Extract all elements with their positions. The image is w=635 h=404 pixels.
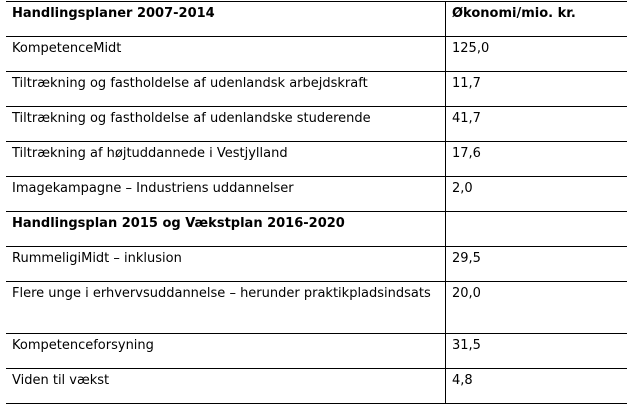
row-value: 125,0 [446, 37, 628, 72]
table-row [6, 369, 627, 404]
row-value: 11,7 [446, 72, 628, 107]
table-row [6, 107, 627, 142]
header-economy: Økonomi/mio. kr. [446, 2, 628, 37]
table-row [6, 247, 627, 282]
row-value: 41,7 [446, 107, 628, 142]
row-label: Tiltrækning og fastholdelse af udenlandsk arbejdskraft [6, 72, 446, 107]
row-label: Imagekampagne – Industriens uddannelser [6, 177, 446, 212]
table-row [6, 282, 627, 334]
table-row [6, 37, 627, 72]
row-label: KompetenceMidt [6, 37, 446, 72]
budget-table [6, 1, 627, 404]
table-row [6, 177, 627, 212]
table-header-row [6, 2, 627, 37]
row-value: 29,5 [446, 247, 628, 282]
section-header-row [6, 212, 627, 247]
row-label: RummeligiMidt – inklusion [6, 247, 446, 282]
table-row [6, 72, 627, 107]
row-label: Tiltrækning af højtuddannede i Vestjylland [6, 142, 446, 177]
row-label: Tiltrækning og fastholdelse af udenlandske studerende [6, 107, 446, 142]
table-row [6, 142, 627, 177]
header-plans: Handlingsplaner 2007-2014 [6, 2, 446, 37]
row-value: 4,8 [446, 369, 628, 404]
row-value: 31,5 [446, 334, 628, 369]
row-value: 17,6 [446, 142, 628, 177]
table-row [6, 334, 627, 369]
row-label: Flere unge i erhvervsuddannelse – herunder praktikpladsindsats [6, 282, 446, 334]
row-value: 20,0 [446, 282, 628, 334]
row-value: 2,0 [446, 177, 628, 212]
section-title: Handlingsplan 2015 og Vækstplan 2016-2020 [6, 212, 446, 247]
row-label: Viden til vækst [6, 369, 446, 404]
section-value-empty [446, 212, 628, 247]
row-label: Kompetenceforsyning [6, 334, 446, 369]
